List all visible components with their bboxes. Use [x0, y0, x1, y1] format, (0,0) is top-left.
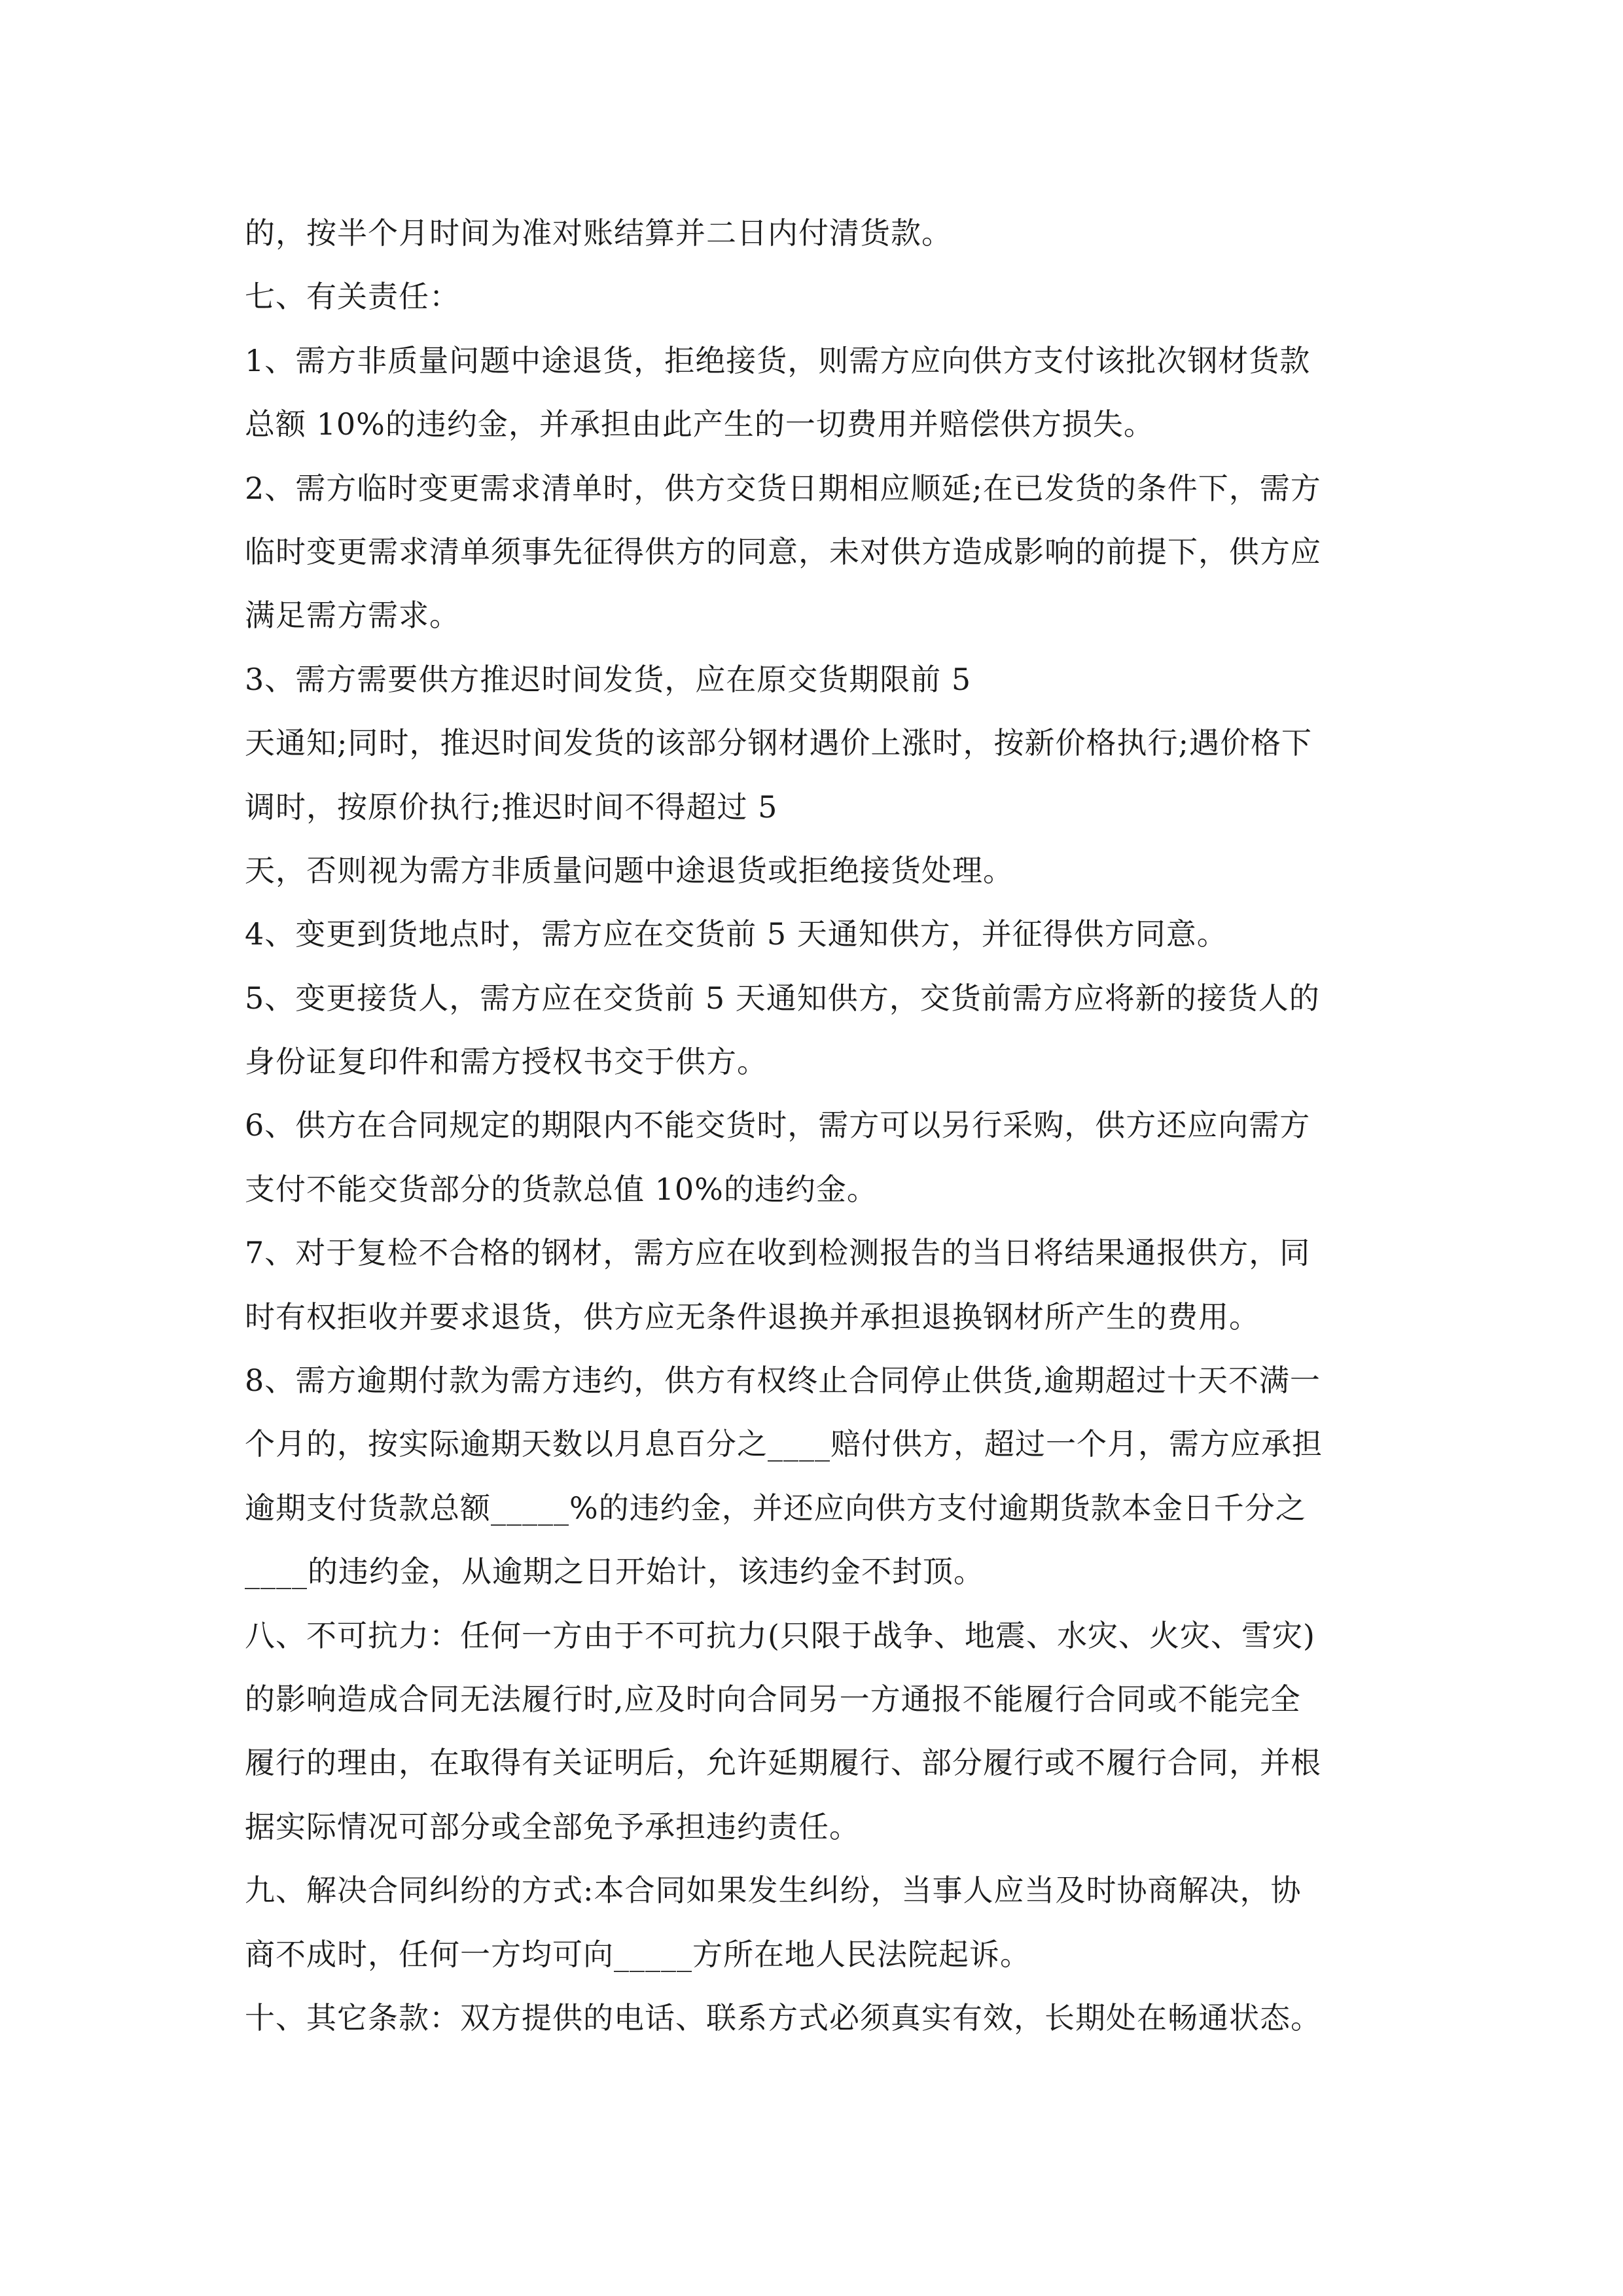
- text-line: 满足需方需求。: [245, 598, 460, 634]
- text-line: 临时变更需求清单须事先征得供方的同意，未对供方造成影响的前提下，供方应: [245, 533, 1321, 569]
- text-line: 商不成时，任何一方均可向_____方所在地人民法院起诉。: [245, 1936, 1031, 1972]
- text-line: 3、需方需要供方推迟时间发货，应在原交货期限前 5: [245, 661, 972, 697]
- text-line: 8、需方逾期付款为需方违约，供方有权终止合同停止供货,逾期超过十天不满一: [245, 1363, 1321, 1399]
- text-line: 天通知;同时，推迟时间发货的该部分钢材遇价上涨时，按新价格执行;遇价格下: [245, 725, 1312, 761]
- text-line: 的影响造成合同无法履行时,应及时向合同另一方通报不能履行合同或不能完全: [245, 1681, 1301, 1717]
- section-heading: 十、其它条款：双方提供的电话、联系方式必须真实有效，长期处在畅通状态。: [245, 2000, 1321, 2036]
- text-line: 4、变更到货地点时，需方应在交货前 5 天通知供方，并征得供方同意。: [245, 916, 1228, 952]
- text-line: 个月的，按实际逾期天数以月息百分之____赔付供方，超过一个月，需方应承担: [245, 1426, 1323, 1462]
- text-line: 的，按半个月时间为准对账结算并二日内付清货款。: [245, 215, 952, 251]
- text-line: 支付不能交货部分的货款总值 10%的违约金。: [245, 1171, 878, 1207]
- text-line: ____的违约金，从逾期之日开始计，该违约金不封顶。: [245, 1554, 984, 1590]
- document-body: [245, 202, 1397, 2050]
- section-heading: 九、解决合同纠纷的方式:本合同如果发生纠纷，当事人应当及时协商解决，协: [245, 1873, 1302, 1909]
- text-line: 逾期支付货款总额_____%的违约金，并还应向供方支付逾期货款本金日千分之: [245, 1490, 1306, 1526]
- text-line: 据实际情况可部分或全部免予承担违约责任。: [245, 1808, 860, 1844]
- text-line: 履行的理由，在取得有关证明后，允许延期履行、部分履行或不履行合同，并根: [245, 1745, 1321, 1781]
- text-line: 时有权拒收并要求退货，供方应无条件退换并承担退换钢材所产生的费用。: [245, 1299, 1260, 1335]
- section-heading: 八、不可抗力：任何一方由于不可抗力(只限于战争、地震、水灾、火灾、雪灾): [245, 1617, 1315, 1653]
- text-line: 调时，按原价执行;推迟时间不得超过 5: [245, 789, 778, 825]
- text-line: 1、需方非质量问题中途退货，拒绝接货，则需方应向供方支付该批次钢材货款: [245, 342, 1311, 378]
- text-line: 总额 10%的违约金，并承担由此产生的一切费用并赔偿供方损失。: [245, 406, 1154, 442]
- text-line: 2、需方临时变更需求清单时，供方交货日期相应顺延;在已发货的条件下，需方: [245, 470, 1321, 506]
- text-line: 7、对于复检不合格的钢材，需方应在收到检测报告的当日将结果通报供方，同: [245, 1235, 1311, 1271]
- text-line: 身份证复印件和需方授权书交于供方。: [245, 1044, 768, 1080]
- text-line: 5、变更接货人，需方应在交货前 5 天通知供方，交货前需方应将新的接货人的: [245, 980, 1320, 1016]
- section-heading: 七、有关责任：: [245, 279, 460, 315]
- text-line: 天，否则视为需方非质量问题中途退货或拒绝接货处理。: [245, 852, 1014, 888]
- text-line: 6、供方在合同规定的期限内不能交货时，需方可以另行采购，供方还应向需方: [245, 1107, 1311, 1143]
